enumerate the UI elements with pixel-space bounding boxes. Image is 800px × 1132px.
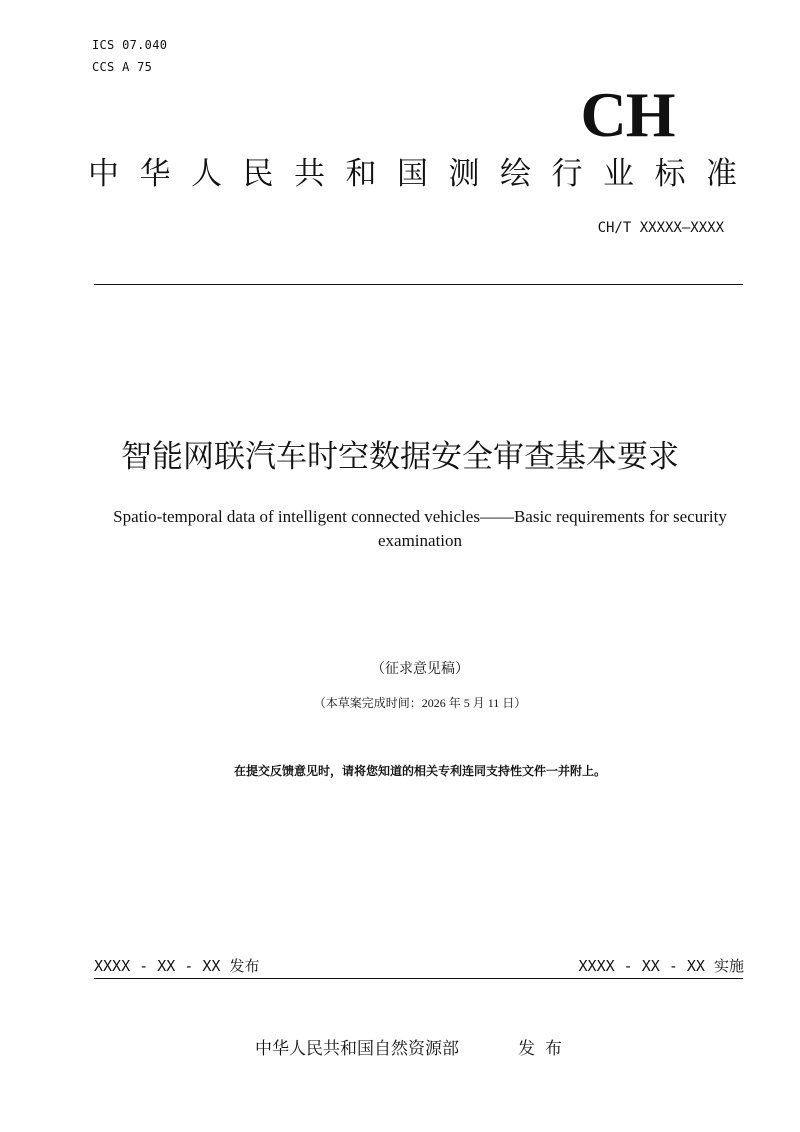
document-title-en: Spatio-temporal data of intelligent connected vehicles——Basic requirements for security examination <box>113 507 727 550</box>
document-title-zh: 智能网联汽车时空数据安全审查基本要求 <box>121 439 679 475</box>
ics-code: ICS 07.040 <box>92 38 168 52</box>
publish-verb: 发布 <box>518 1039 572 1059</box>
ch-logo: CH <box>580 79 675 150</box>
standard-number: CH/T XXXXX—XXXX <box>597 220 724 236</box>
draft-label: （征求意见稿） <box>371 662 469 677</box>
patent-notice: 在提交反馈意见时，请将您知道的相关专利连同支持性文件一并附上。 <box>233 764 606 778</box>
industry-standard-title: 中华人民共和国测绘行业标准 <box>88 156 758 192</box>
draft-completion-date: （本草案完成时间：2026 年 5 月 11 日） <box>313 696 527 710</box>
bottom-divider <box>94 978 743 979</box>
publisher: 中华人民共和国自然资源部 <box>255 1039 459 1059</box>
top-divider <box>94 284 743 285</box>
issue-date: XXXX - XX - XX 发布 <box>94 957 260 975</box>
ccs-code: CCS A 75 <box>92 60 153 74</box>
implementation-date: XXXX - XX - XX 实施 <box>578 957 744 975</box>
